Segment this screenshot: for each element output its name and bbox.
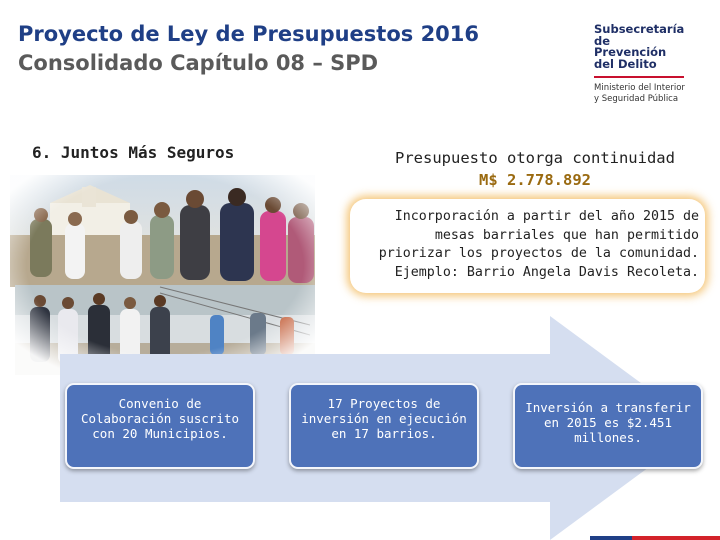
footer-bar-red: [632, 536, 720, 540]
step-card-investment: Inversión a transferir en 2015 es $2.451 millones.: [513, 383, 703, 469]
step-card-projects: 17 Proyectos de inversión en ejecución en 17 barrios.: [289, 383, 479, 469]
description-box: Incorporación a partir del año 2015 de mesas barriales que han permitido priorizar los proyectos de la comunidad. Ejemplo: Barrio Angela Davis Recoleta.: [350, 199, 705, 293]
step-card-agreement: Convenio de Colaboración suscrito con 20 Municipios.: [65, 383, 255, 469]
title-line-1: Proyecto de Ley de Presupuestos 2016: [18, 22, 480, 46]
section-label: 6. Juntos Más Seguros: [32, 143, 235, 162]
logo-red-rule: [594, 76, 684, 78]
title-line-2: Consolidado Capítulo 08 – SPD: [18, 51, 379, 75]
budget-statement: [362, 147, 708, 191]
logo-ministry: Ministerio del Interior y Seguridad Pública: [594, 83, 685, 104]
footer-bar-blue: [590, 536, 632, 540]
slide-title: [18, 20, 479, 78]
spd-logo: [594, 24, 704, 104]
budget-text: Presupuesto otorga continuidad: [395, 149, 675, 167]
logo-name: Subsecretaría de Prevención del Delito: [594, 22, 685, 71]
footer-brand-bar: [590, 536, 720, 540]
budget-amount: M$ 2.778.892: [479, 171, 591, 189]
